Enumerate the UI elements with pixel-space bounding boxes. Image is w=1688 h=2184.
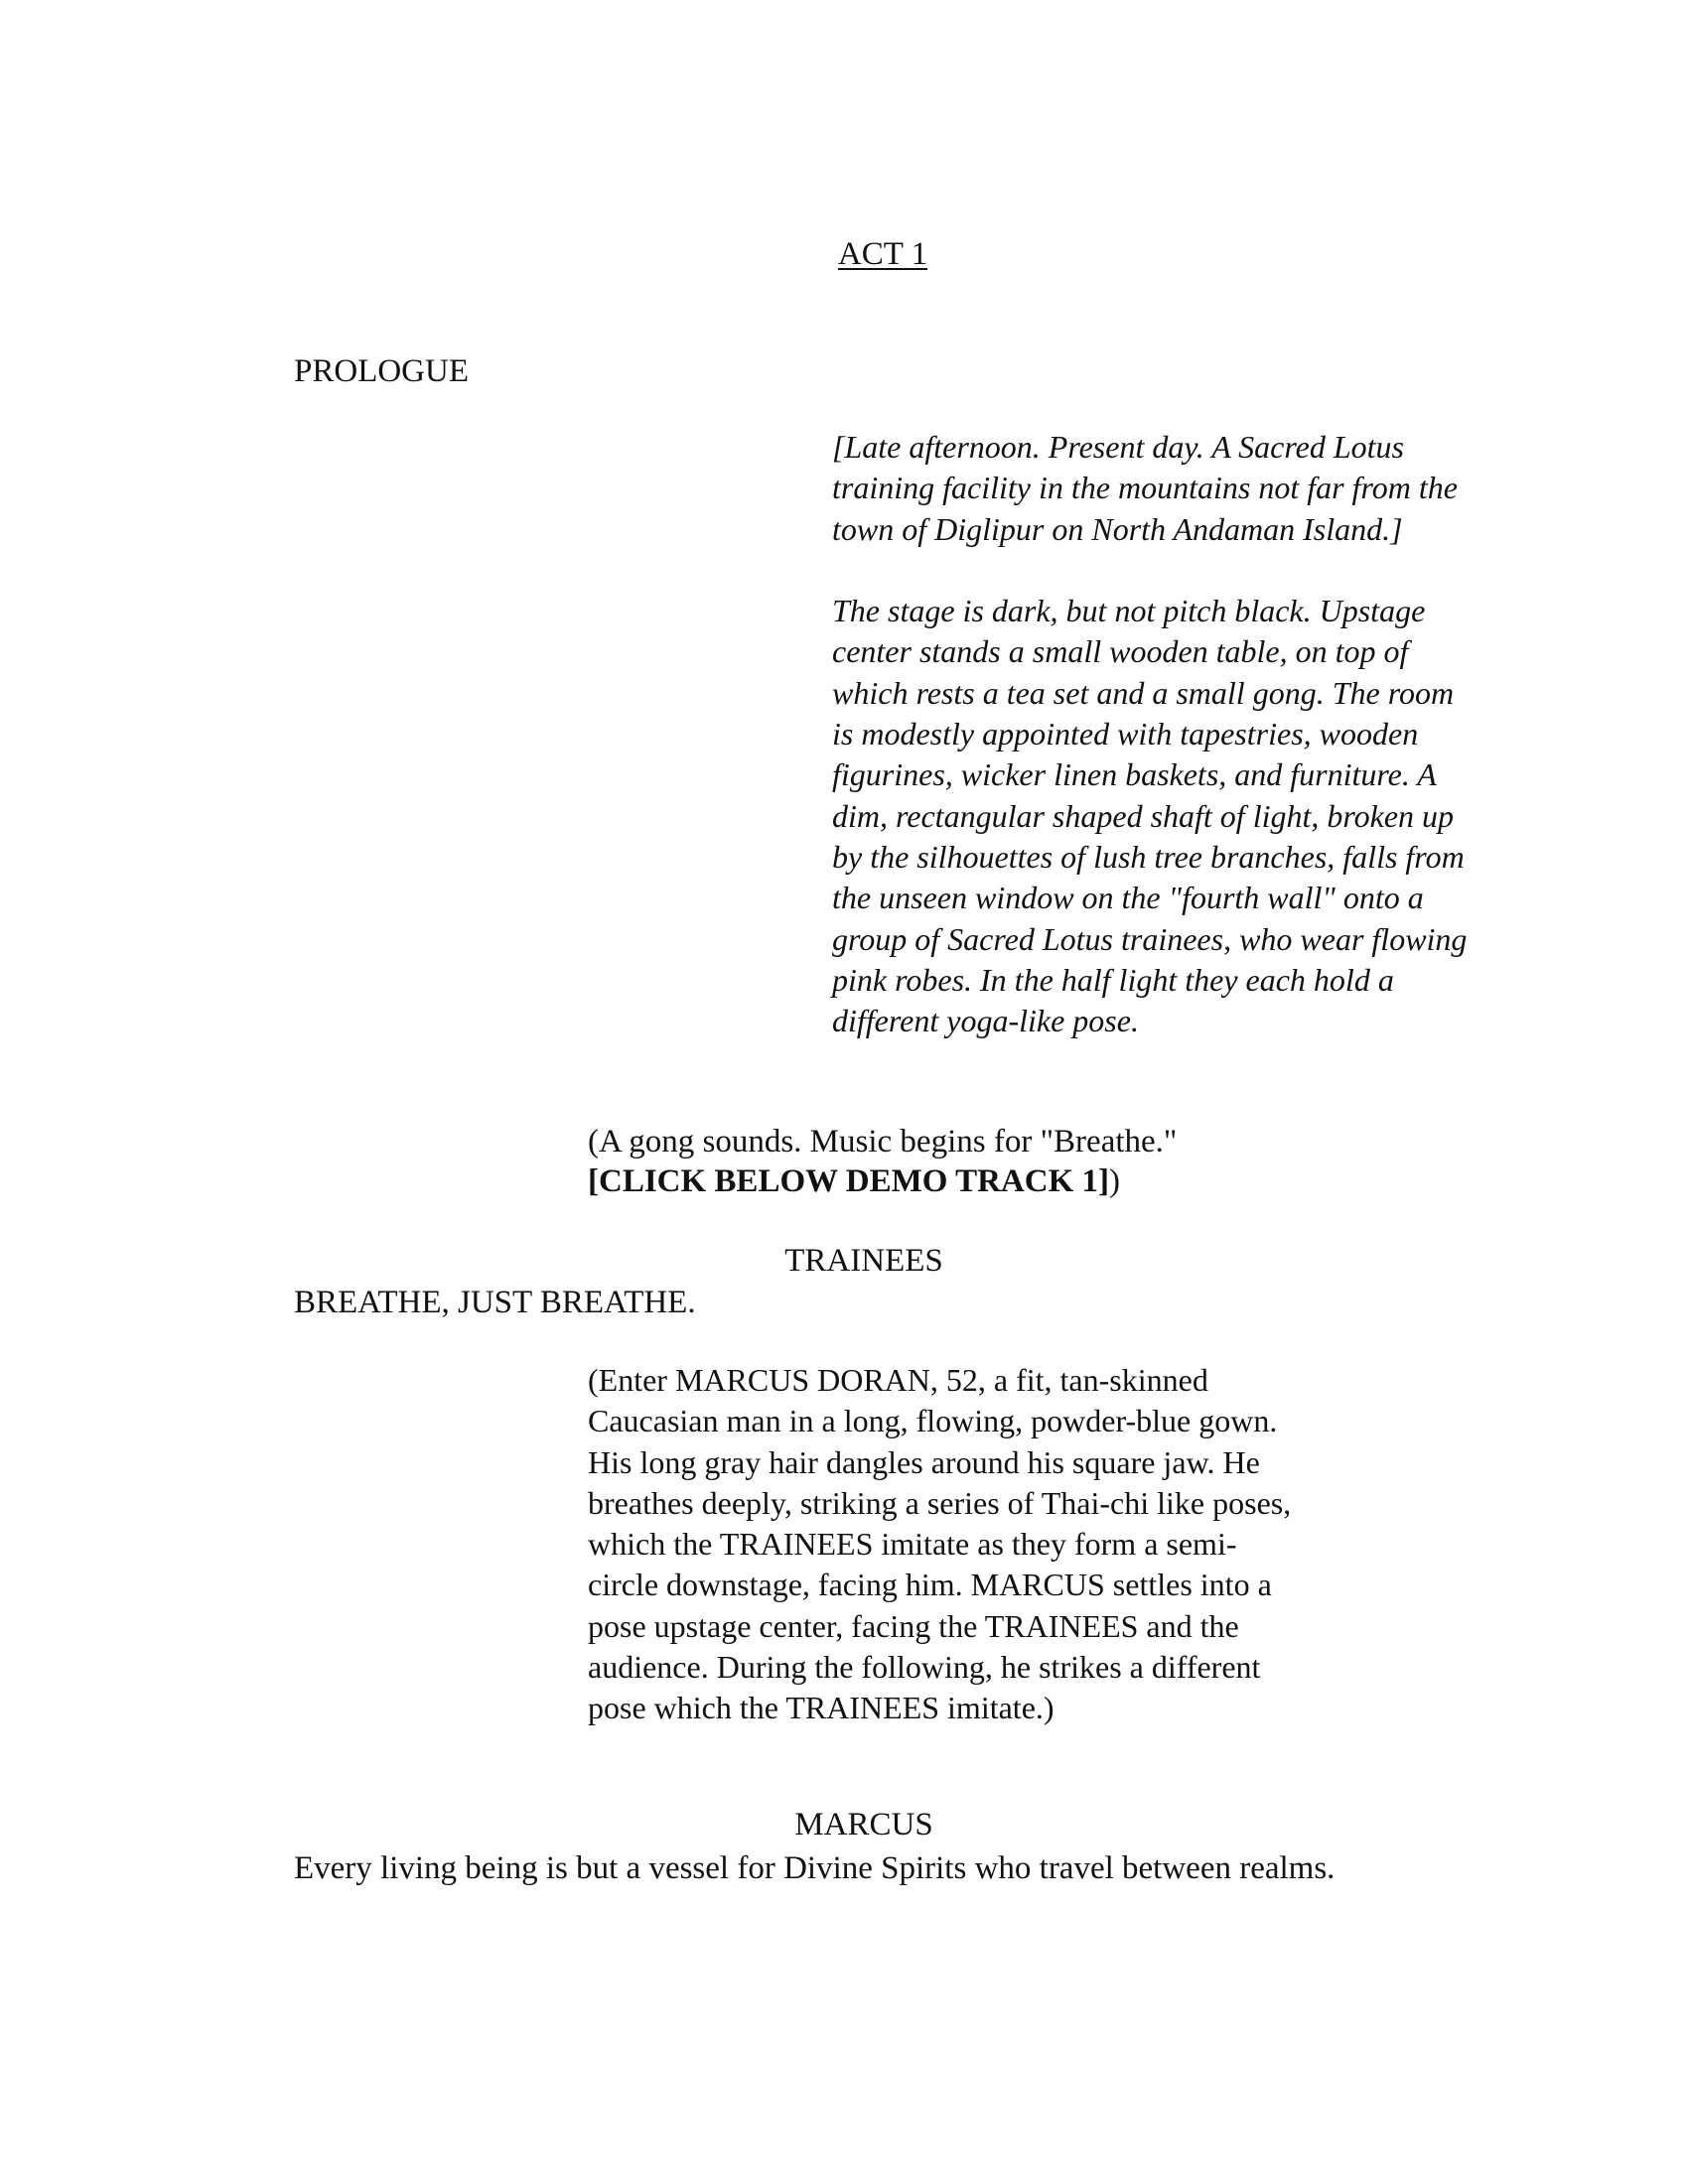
stage-directions [832, 427, 1477, 1083]
setting-direction: [Late afternoon. Present day. A Sacred Lotus training facility in the mountains not far from the town of Diglipur on North Andaman Island.] [832, 429, 1458, 547]
character-name-marcus: MARCUS [794, 1807, 933, 1843]
scene-heading: PROLOGUE [294, 353, 470, 389]
act-heading: ACT 1 [837, 236, 928, 272]
dialogue-trainees: BREATHE, JUST BREATHE. [294, 1285, 696, 1320]
parenthetical-direction: (Enter MARCUS DORAN, 52, a fit, tan-skinned Caucasian man in a long, flowing, powder-blue gown. His long gray hair dangles around his square jaw. He breathes deeply, striking a series of Thai-chi like poses, which the TRAINEES imitate as they form a semi-circle downstage, facing him. MARCUS settles into a pose upstage center, facing the TRAINEES and the audience. During the following, he strikes a different pose which the TRAINEES imitate.) [588, 1362, 1292, 1726]
character-name-trainees: TRAINEES [784, 1243, 943, 1279]
music-cue-close: ) [1109, 1163, 1121, 1199]
music-cue-text: (A gong sounds. Music begins for "Breathe." [588, 1124, 1178, 1160]
dialogue-marcus: Every living being is but a vessel for Divine Spirits who travel between realms. [294, 1850, 1336, 1886]
scene-description: The stage is dark, but not pitch black. Upstage center stands a small wooden table, on top of which rests a tea set and a small gong. The room is modestly appointed with tapestries, wooden figurines, wicker linen baskets, and furniture. A dim, rectangular shaped shaft of light, broken up by the silhouettes of lush tree branches, falls from the unseen window on the "fourth wall" onto a group of Sacred Lotus trainees, who wear flowing pink robes. In the half light they each hold a different yoga-like pose. [832, 593, 1468, 1039]
demo-track-link[interactable]: [CLICK BELOW DEMO TRACK 1] [588, 1163, 1110, 1199]
music-cue [588, 1122, 1283, 1201]
